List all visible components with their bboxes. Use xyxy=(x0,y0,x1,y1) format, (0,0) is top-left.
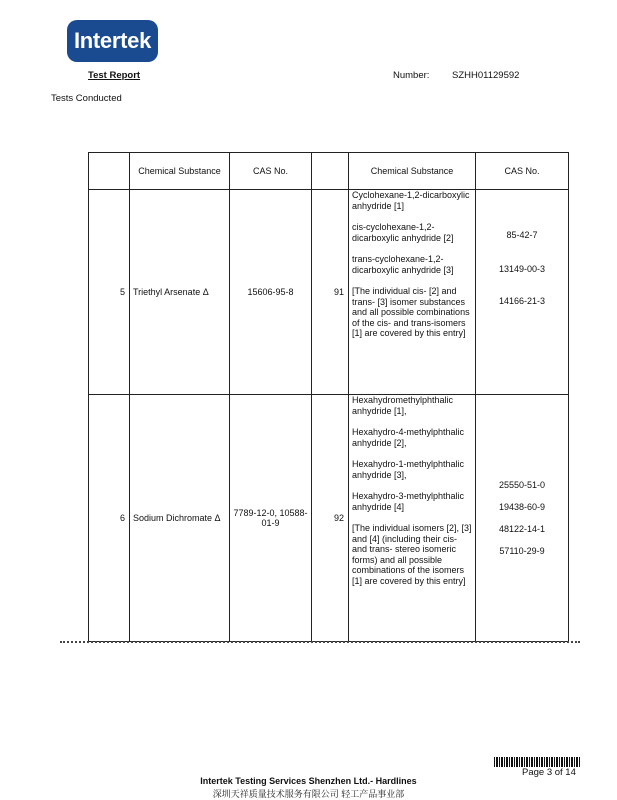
substance-entry: Hexahydromethylphthalic anhydride [1], xyxy=(352,395,454,416)
cas-number-entry: 48122-14-1 xyxy=(498,524,546,534)
substance-entries xyxy=(349,395,476,642)
row-number: 5 xyxy=(89,190,130,395)
substance-name: Sodium Dichromate Δ xyxy=(130,395,230,642)
substance-entry: Hexahydro-4-methylphthalic anhydride [2], xyxy=(352,427,465,448)
table-row xyxy=(89,190,569,395)
substance-entry: Cyclohexane-1,2-dicarboxylic anhydride [1] xyxy=(352,190,470,211)
cas-number-entry: 85-42-7 xyxy=(506,230,538,240)
cas-number-entry: 13149-00-3 xyxy=(498,264,546,274)
substance-entry: [The individual isomers [2], [3] and [4] (including their cis- and trans- stereo isomeric forms) and all possible combinations of the isomers [1] are covered by this entry] xyxy=(352,523,472,586)
cas-number-entry: 25550-51-0 xyxy=(498,480,546,490)
intertek-logo: Intertek xyxy=(67,20,158,62)
cas-number-entry: 57110-29-9 xyxy=(499,546,545,556)
row-number-2: 91 xyxy=(312,190,349,395)
substance-entry: Hexahydro-1-methylphthalic anhydride [3], xyxy=(352,459,465,480)
barcode xyxy=(494,757,580,767)
cas-number-entry: 19438-60-9 xyxy=(498,502,546,512)
header-no-2 xyxy=(312,153,349,190)
end-of-section-divider xyxy=(60,641,580,647)
cas-number: 7789-12-0, 10588-01-9 xyxy=(230,395,312,642)
header-chemical-substance-2: Chemical Substance xyxy=(349,153,476,190)
cas-number: 15606-95-8 xyxy=(230,190,312,395)
footer-company-chinese: 深圳天祥质量技术服务有限公司 轻工产品事业部 xyxy=(212,789,405,799)
report-title: Test Report xyxy=(88,70,141,81)
number-label: Number: xyxy=(393,70,430,81)
header-no xyxy=(89,153,130,190)
page-number: Page 3 of 14 xyxy=(522,767,576,778)
cas-numbers xyxy=(476,190,569,395)
row-number: 6 xyxy=(89,395,130,642)
table-header-row xyxy=(89,153,569,190)
substance-entry: [The individual cis- [2] and trans- [3] isomer substances and all possible combinations of the cis- and trans-isomers [1] are covered by this entry] xyxy=(352,286,470,338)
header-cas-no-2: CAS No. xyxy=(476,153,569,190)
tests-conducted-label: Tests Conducted xyxy=(51,93,122,104)
substance-entries xyxy=(349,190,476,395)
table-row xyxy=(89,395,569,642)
chemical-substance-table xyxy=(88,152,569,642)
substance-entry: cis-cyclohexane-1,2-dicarboxylic anhydride [2] xyxy=(352,222,454,243)
footer-company: Intertek Testing Services Shenzhen Ltd.- Hardlines xyxy=(200,776,417,786)
substance-entry: trans-cyclohexane-1,2-dicarboxylic anhydride [3] xyxy=(352,254,454,275)
header-chemical-substance: Chemical Substance xyxy=(130,153,230,190)
cas-numbers xyxy=(476,395,569,642)
substance-entry: Hexahydro-3-methylphthalic anhydride [4] xyxy=(352,491,465,512)
report-number: SZHH01129592 xyxy=(452,70,520,81)
row-number-2: 92 xyxy=(312,395,349,642)
substance-name: Triethyl Arsenate Δ xyxy=(130,190,230,395)
cas-number-entry: 14166-21-3 xyxy=(498,296,546,306)
header-cas-no: CAS No. xyxy=(230,153,312,190)
